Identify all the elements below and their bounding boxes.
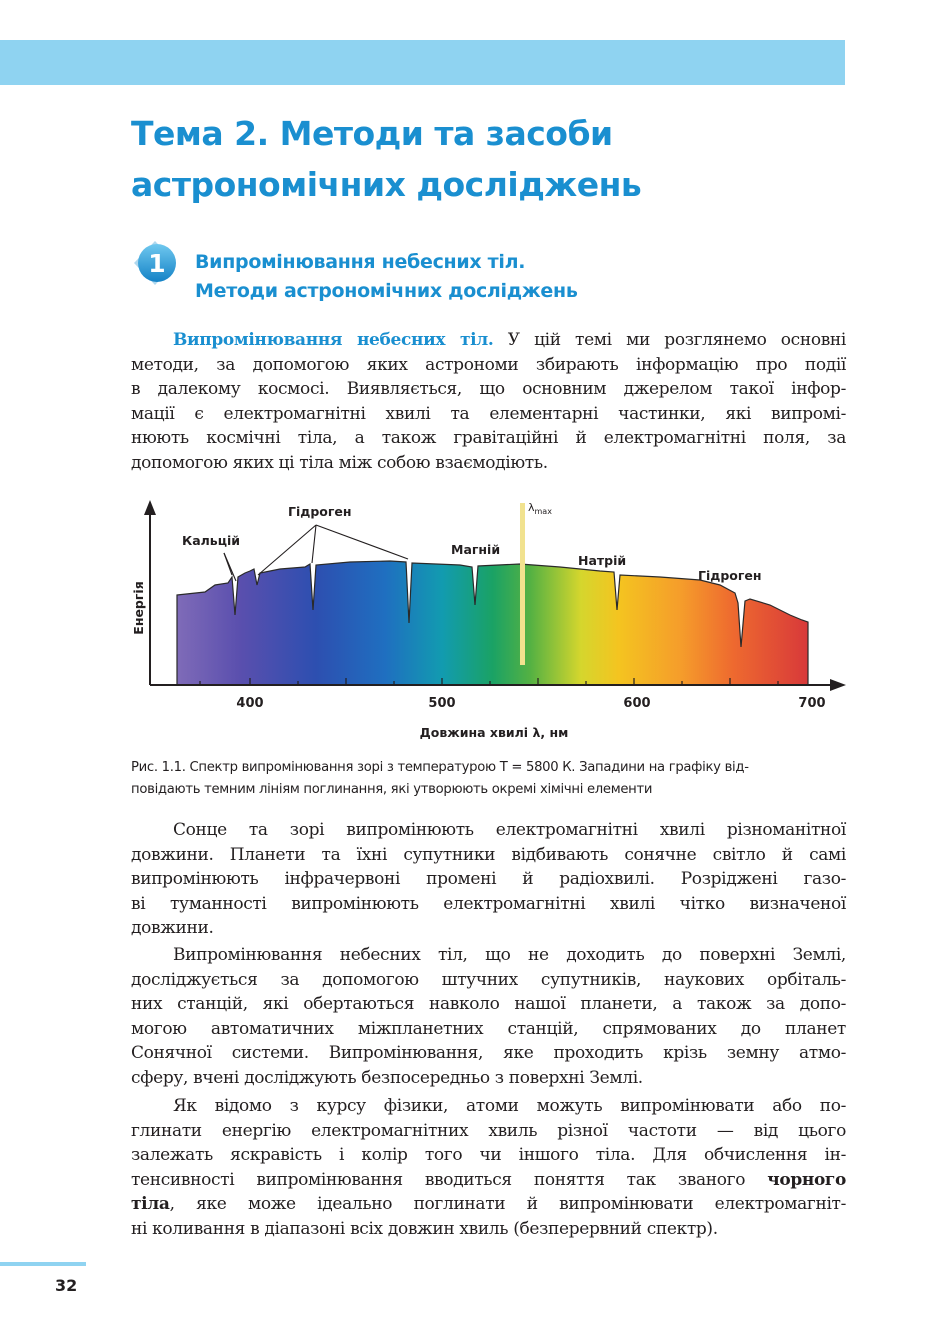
label-sodium: Натрій bbox=[578, 553, 627, 568]
chapter-title-line: астрономічних досліджень bbox=[131, 165, 642, 204]
top-color-band bbox=[0, 40, 845, 85]
paragraph-line: випромінюють інфрачервоні промені й радіохвилі. Розріджені газо- bbox=[131, 869, 846, 890]
tick-label-600: 600 bbox=[623, 696, 651, 711]
section-title bbox=[195, 248, 835, 306]
caption-line: повідають темним лініям поглинання, які утворюють окремі хімічні елементи bbox=[131, 782, 653, 797]
term-black-body: чорного bbox=[767, 1169, 846, 1190]
paragraph-line: ві туманності випромінюють електромагнітні хвилі чітко визначеної bbox=[131, 893, 846, 914]
y-axis-label: Енергія bbox=[131, 581, 146, 635]
y-axis-arrow bbox=[144, 500, 156, 515]
page-number: 32 bbox=[55, 1276, 78, 1295]
lambda-max-label: $\lambda_{max}$ bbox=[528, 501, 552, 516]
lead-term: Випромінювання небесних тіл. bbox=[173, 330, 494, 350]
spectrum-figure bbox=[120, 495, 860, 750]
paragraph-line: в далекому космосі. Виявляється, що основним джерелом такої інфор- bbox=[131, 379, 846, 400]
paragraph-line: допомогою яких ці тіла між собою взаємодіють. bbox=[131, 452, 548, 473]
tick-label-500: 500 bbox=[428, 696, 456, 711]
lambda-max-marker bbox=[520, 503, 525, 665]
chapter-title-line: Тема 2. Методи та засоби bbox=[131, 114, 613, 153]
paragraph-3 bbox=[131, 943, 846, 1091]
label-hydrogen-right: Гідроген bbox=[698, 568, 762, 583]
figure-caption bbox=[131, 757, 851, 801]
caption-line: Рис. 1.1. Спектр випромінювання зорі з температурою T = 5800 К. Западини на графіку від- bbox=[131, 760, 749, 775]
intro-paragraph bbox=[131, 328, 846, 476]
x-axis-arrow bbox=[830, 679, 846, 691]
paragraph-line: Випромінювання небесних тіл, що не доходить до поверхні Землі, bbox=[173, 945, 846, 965]
x-axis-label: Довжина хвилі λ, нм bbox=[419, 725, 569, 740]
paragraph-4 bbox=[131, 1094, 846, 1242]
tick-label-400: 400 bbox=[236, 696, 264, 711]
paragraph-line: глинати енергію електромагнітних хвиль різної частоти — від цього bbox=[131, 1120, 846, 1141]
paragraph-line: досліджується за допомогою штучних супутників, наукових орбіталь- bbox=[131, 969, 846, 990]
paragraph-line: нюють космічні тіла, а також гравітаційні й електромагнітні поля, за bbox=[131, 428, 846, 449]
paragraph-line: залежать яскравість і колір того чи іншого тіла. Для обчислення ін- bbox=[131, 1145, 846, 1166]
tick-label-700: 700 bbox=[798, 696, 826, 711]
paragraph-line: сферу, вчені досліджують безпосередньо з поверхні Землі. bbox=[131, 1067, 643, 1088]
section-title-line: Методи астрономічних досліджень bbox=[195, 280, 578, 302]
label-hydrogen-top: Гідроген bbox=[288, 504, 352, 519]
paragraph-line: довжини. Планети та їхні супутники відбивають сонячне світло й самі bbox=[131, 844, 846, 865]
paragraph-line: Як відомо з курсу фізики, атоми можуть випромінювати або по- bbox=[173, 1096, 846, 1116]
paragraph-line: мації є електромагнітні хвилі та елементарні частинки, які випромі- bbox=[131, 403, 846, 424]
term-black-body-2: тіла bbox=[131, 1194, 170, 1215]
chapter-title bbox=[131, 108, 831, 210]
label-calcium: Кальцій bbox=[182, 533, 241, 548]
section-number-badge bbox=[131, 239, 179, 287]
section-number: 1 bbox=[148, 249, 166, 278]
paragraph-2 bbox=[131, 818, 846, 941]
paragraph-line: могою автоматичних міжпланетних станцій, спрямованих до планет bbox=[131, 1018, 846, 1039]
paragraph-line: довжини. bbox=[131, 918, 214, 939]
paragraph-line: тенсивності випромінювання вводиться поняття так званого чорного bbox=[131, 1169, 846, 1190]
paragraph-line: ні коливання в діапазоні всіх довжин хвиль (безперервний спектр). bbox=[131, 1218, 718, 1239]
footer-accent-line bbox=[0, 1262, 86, 1266]
label-magnesium: Магній bbox=[451, 542, 501, 557]
paragraph-line: них станцій, які обертаються навколо нашої планети, а також за допо- bbox=[131, 994, 846, 1015]
paragraph-line: Випромінювання небесних тіл. У цій темі ми розглянемо основні bbox=[173, 330, 846, 350]
paragraph-line: тіла, яке може ідеально поглинати й випромінювати електромагніт- bbox=[131, 1194, 846, 1215]
section-title-line: Випромінювання небесних тіл. bbox=[195, 251, 526, 273]
paragraph-line: Сонце та зорі випромінюють електромагнітні хвилі різноманітної bbox=[173, 820, 846, 840]
paragraph-line: методи, за допомогою яких астрономи збирають інформацію про події bbox=[131, 354, 846, 375]
paragraph-line: Сонячної системи. Випромінювання, яке проходить крізь земну атмо- bbox=[131, 1043, 846, 1064]
